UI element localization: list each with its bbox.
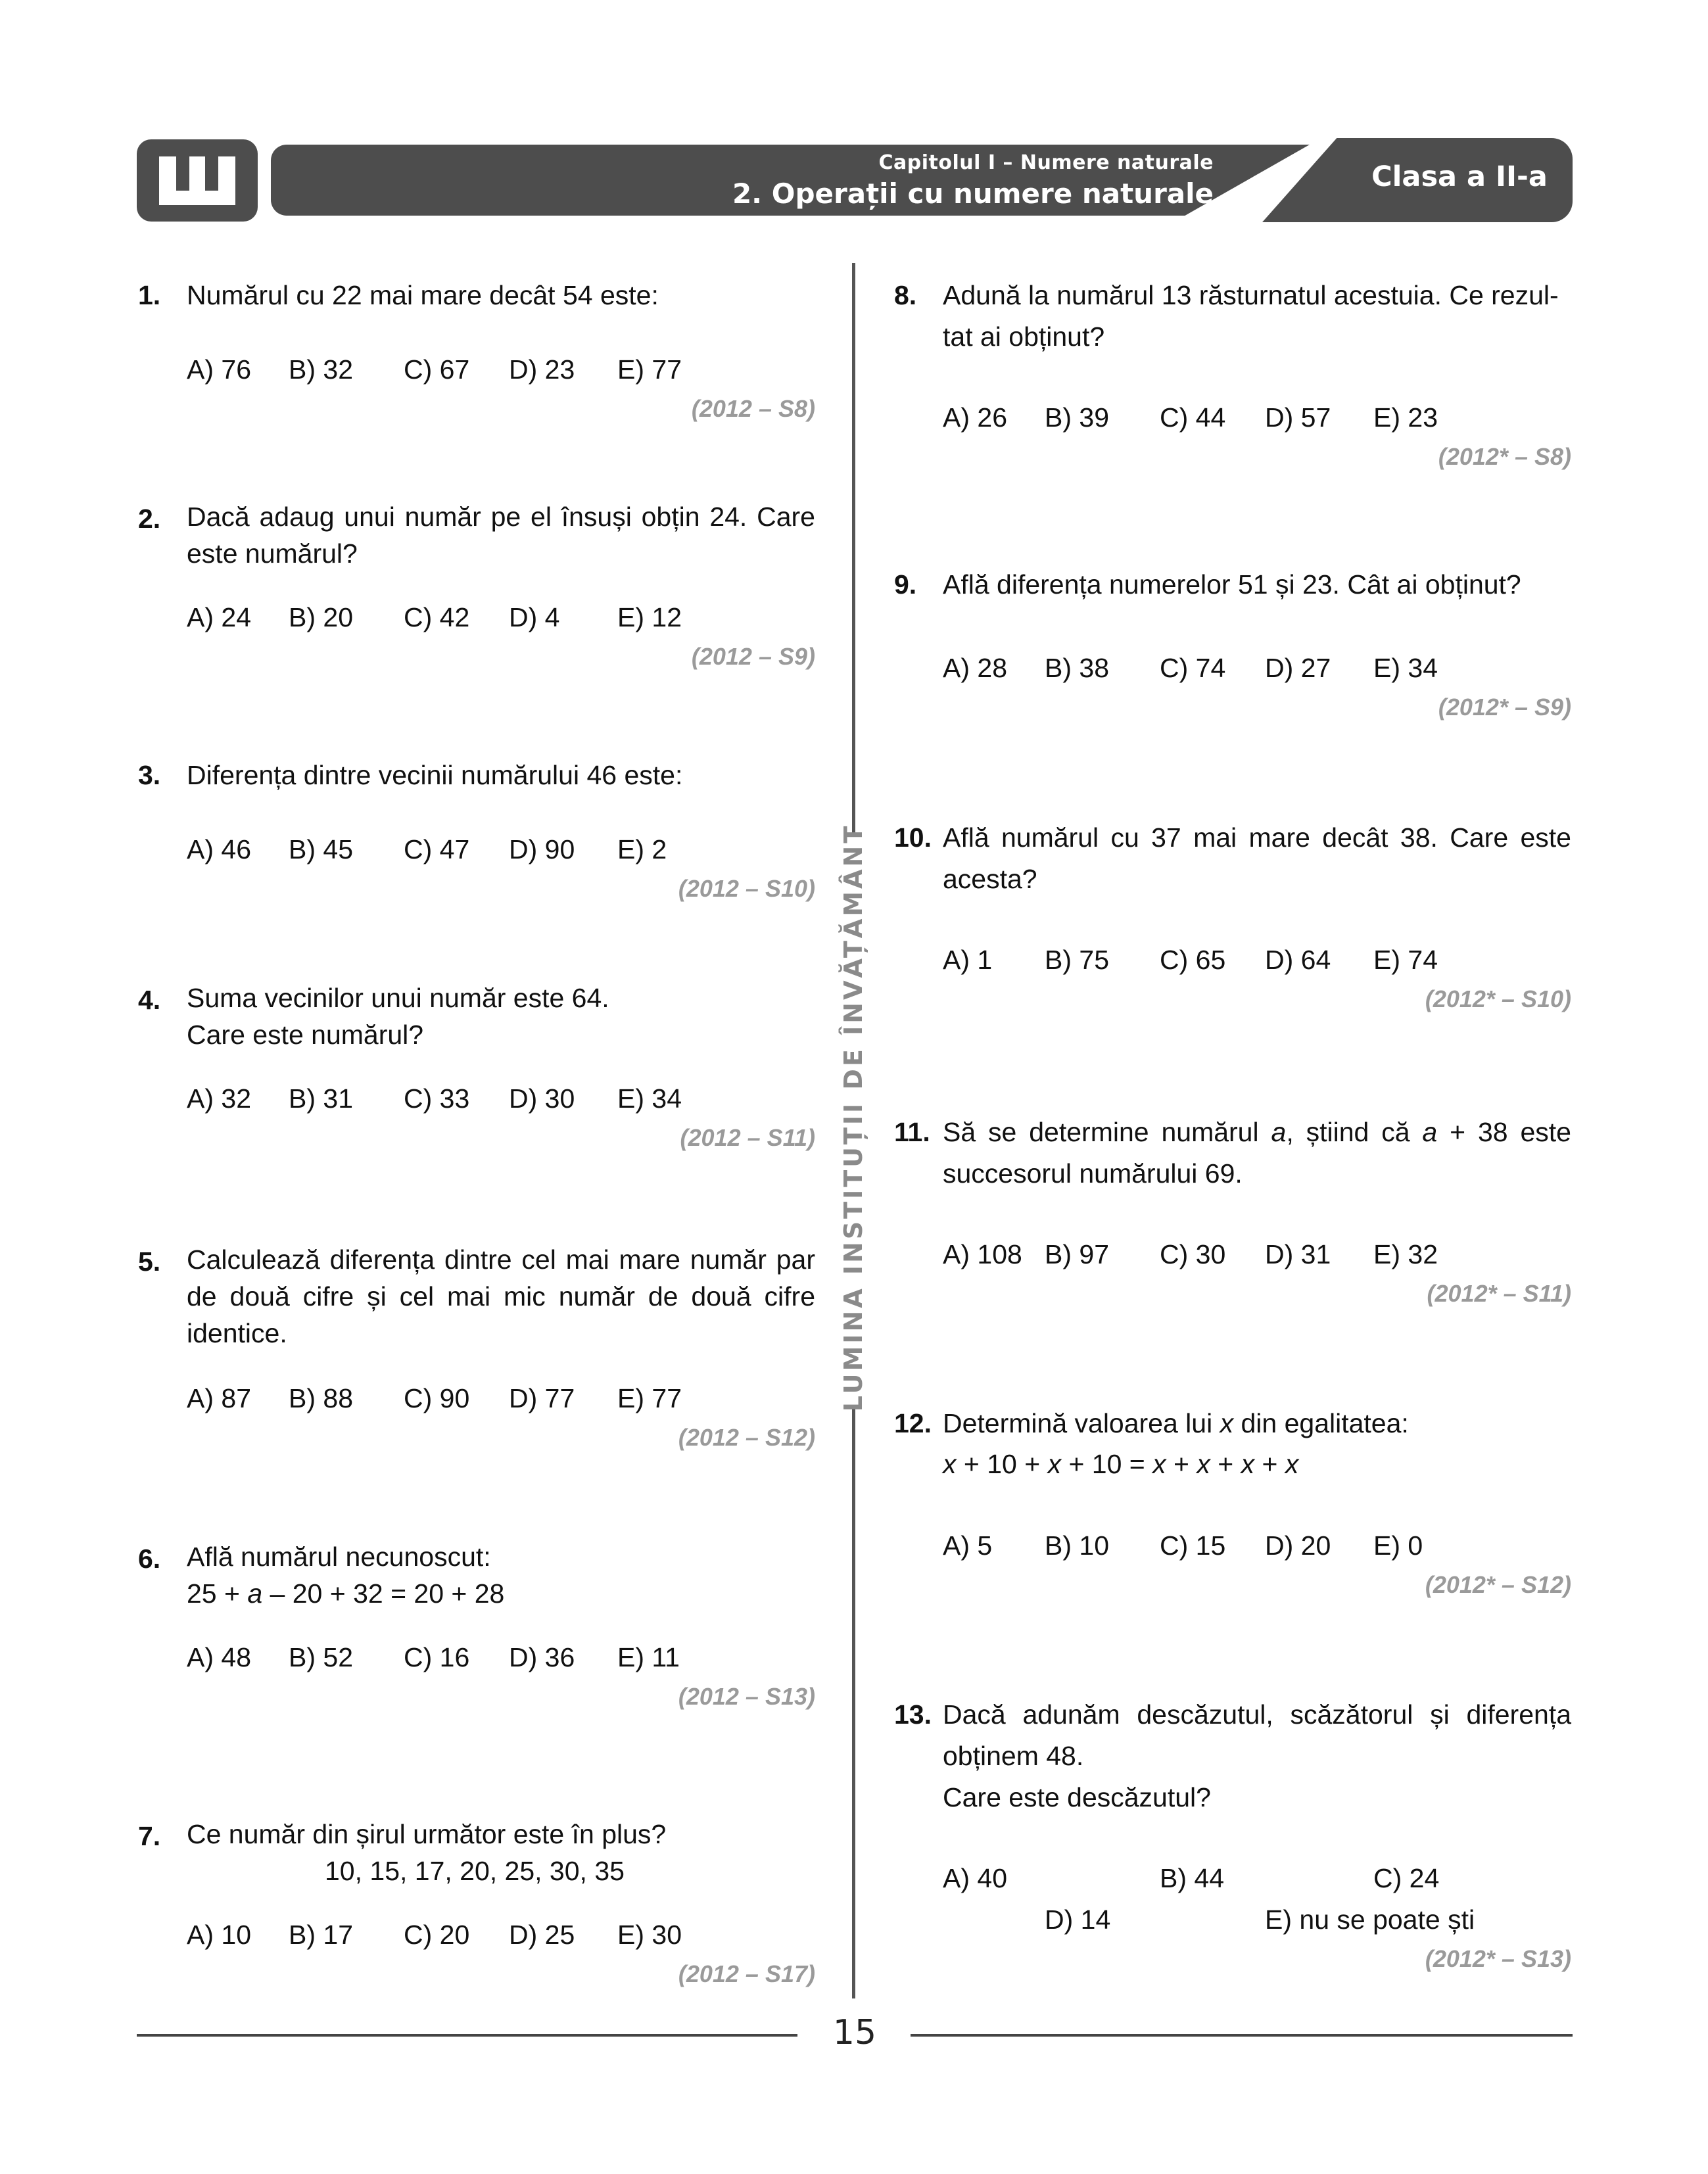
answer-option: A) 76 xyxy=(187,354,251,385)
answer-option: A) 1 xyxy=(943,945,993,975)
problem-text-part: din egalitatea: xyxy=(1233,1408,1409,1438)
problem-text-part: + 38 este succesorul numărului 69. xyxy=(943,1117,1571,1189)
answer-options xyxy=(187,829,815,870)
number-sequence: 10, 15, 17, 20, 25, 30, 35 xyxy=(325,1856,625,1886)
answer-option: B) 97 xyxy=(1045,1239,1109,1269)
problem-number: 9. xyxy=(894,569,917,600)
problem-text xyxy=(187,1241,815,1352)
answer-option: E) 30 xyxy=(617,1920,682,1950)
problem-text-part: Să se determine numărul xyxy=(943,1117,1271,1147)
problem-text xyxy=(187,980,815,1053)
answer-option: D) 57 xyxy=(1265,402,1331,433)
source-reference: (2012 – S12) xyxy=(678,1424,815,1451)
answer-option: E) 2 xyxy=(617,834,667,864)
problem-line: Calculează diferența dintre cel mai mare număr par de două cifre și cel mai mic număr de două cifre identice. xyxy=(187,1244,815,1348)
problem-line: Află diferența numerelor 51 și 23. Cât ai obținut? xyxy=(943,569,1521,600)
equation-part: + 10 + xyxy=(956,1449,1048,1479)
variable: a xyxy=(1271,1117,1287,1147)
problem-text-part: , știind că xyxy=(1286,1117,1423,1147)
problem-line: Dacă adaug unui număr pe el însuși obțin 24. Care este numărul? xyxy=(187,502,815,569)
source-reference: (2012 – S13) xyxy=(678,1683,815,1710)
equation-part: 25 + xyxy=(187,1578,248,1609)
answer-option: E) nu se poate ști xyxy=(1265,1904,1475,1935)
problem-4 xyxy=(138,980,815,1154)
answer-option: C) 42 xyxy=(404,602,470,632)
answer-option: C) 24 xyxy=(1373,1863,1440,1893)
answer-option: D) 20 xyxy=(1265,1530,1331,1561)
equation-part: + xyxy=(1166,1449,1197,1479)
answer-option: C) 65 xyxy=(1160,945,1226,975)
problem-number: 3. xyxy=(138,760,161,790)
problem-text xyxy=(187,1816,815,1889)
footer-rule xyxy=(911,2034,1573,2037)
equation xyxy=(943,1444,1571,1484)
answer-option: A) 32 xyxy=(187,1083,251,1114)
variable: x xyxy=(1152,1449,1166,1479)
problem-line: Care este descăzutul? xyxy=(943,1782,1211,1812)
problem-10 xyxy=(894,817,1571,1015)
problem-line: Suma vecinilor unui număr este 64. xyxy=(187,983,609,1013)
problem-line: Dacă adunăm descăzutul, scăzătorul și diferența obținem 48. xyxy=(943,1699,1571,1771)
answer-option: B) 75 xyxy=(1045,945,1109,975)
equation-part: + xyxy=(1210,1449,1241,1479)
problem-number: 5. xyxy=(138,1246,161,1277)
problem-12 xyxy=(894,1403,1571,1601)
source-reference: (2012* – S8) xyxy=(1438,443,1571,470)
answer-option: E) 34 xyxy=(617,1083,682,1114)
answer-option: D) 25 xyxy=(509,1920,575,1950)
answer-option: C) 67 xyxy=(404,354,470,385)
problem-line: Află numărul cu 37 mai mare decât 38. Care este acesta? xyxy=(943,822,1571,894)
source-reference: (2012* – S10) xyxy=(1425,985,1571,1012)
class-label: Clasa a II-a xyxy=(1371,160,1548,193)
problem-text xyxy=(943,1112,1571,1194)
problem-text xyxy=(943,564,1571,605)
equation-part: + xyxy=(1254,1449,1285,1479)
variable: a xyxy=(247,1578,263,1609)
answer-option: E) 23 xyxy=(1373,402,1438,433)
answer-option: C) 47 xyxy=(404,834,470,864)
variable: x xyxy=(1220,1408,1234,1438)
answer-option: C) 33 xyxy=(404,1083,470,1114)
problem-2 xyxy=(138,498,815,673)
answer-options xyxy=(943,1899,1571,1941)
answer-option: D) 30 xyxy=(509,1083,575,1114)
answer-option: A) 5 xyxy=(943,1530,993,1561)
column-divider xyxy=(852,1407,855,1998)
problem-11 xyxy=(894,1112,1571,1310)
problem-7 xyxy=(138,1816,815,1990)
problem-number: 6. xyxy=(138,1544,161,1574)
answer-option: D) 4 xyxy=(509,602,560,632)
answer-options xyxy=(187,1378,815,1419)
answer-option: A) 26 xyxy=(943,402,1007,433)
problem-number: 1. xyxy=(138,280,161,310)
column-divider xyxy=(852,263,855,835)
variable: x xyxy=(1047,1449,1062,1479)
problem-9 xyxy=(894,564,1571,723)
answer-option: D) 31 xyxy=(1265,1239,1331,1269)
answer-options xyxy=(943,1858,1571,1899)
problem-number: 2. xyxy=(138,504,161,534)
answer-option: A) 108 xyxy=(943,1239,1022,1269)
source-reference: (2012 – S8) xyxy=(691,395,815,422)
variable: x xyxy=(1285,1449,1299,1479)
variable: x xyxy=(1197,1449,1210,1479)
answer-option: C) 30 xyxy=(1160,1239,1226,1269)
answer-options xyxy=(943,648,1571,689)
problem-1 xyxy=(138,275,815,425)
answer-option: A) 46 xyxy=(187,834,251,864)
answer-option: D) 64 xyxy=(1265,945,1331,975)
answer-options xyxy=(943,939,1571,981)
source-reference: (2012 – S11) xyxy=(680,1124,815,1151)
answer-options xyxy=(187,1078,815,1120)
answer-option: B) 32 xyxy=(289,354,353,385)
answer-option: C) 74 xyxy=(1160,653,1226,683)
answer-option: D) 36 xyxy=(509,1642,575,1672)
source-reference: (2012* – S13) xyxy=(1425,1945,1571,1972)
problem-text xyxy=(943,817,1571,900)
source-reference: (2012* – S9) xyxy=(1438,694,1571,721)
problem-text xyxy=(187,498,815,572)
problem-number: 7. xyxy=(138,1821,161,1851)
answer-option: E) 34 xyxy=(1373,653,1438,683)
equation-part: + 10 = xyxy=(1061,1449,1153,1479)
answer-option: D) 27 xyxy=(1265,653,1331,683)
source-reference: (2012* – S11) xyxy=(1427,1280,1571,1307)
answer-option: C) 44 xyxy=(1160,402,1226,433)
answer-option: C) 90 xyxy=(404,1383,470,1413)
equation xyxy=(187,1575,815,1612)
answer-option: E) 74 xyxy=(1373,945,1438,975)
problem-line: Care este numărul? xyxy=(187,1020,424,1050)
problem-number: 4. xyxy=(138,985,161,1015)
answer-option: C) 16 xyxy=(404,1642,470,1672)
answer-option: A) 87 xyxy=(187,1383,251,1413)
sidebar-watermark-text: LUMINA INSTITUȚII DE ÎNVĂȚĂMÂNT xyxy=(839,823,868,1412)
source-reference: (2012 – S17) xyxy=(678,1960,815,1987)
chapter-title: Capitolul I – Numere naturale xyxy=(878,151,1214,174)
answer-option: A) 24 xyxy=(187,602,251,632)
problem-text xyxy=(943,275,1571,358)
answer-option: E) 12 xyxy=(617,602,682,632)
answer-option: C) 15 xyxy=(1160,1530,1226,1561)
answer-option: B) 17 xyxy=(289,1920,353,1950)
answer-option: D) 77 xyxy=(509,1383,575,1413)
page-number: 15 xyxy=(832,2013,877,2052)
answer-option: E) 0 xyxy=(1373,1530,1423,1561)
source-reference: (2012 – S9) xyxy=(691,643,815,670)
problem-number: 10. xyxy=(894,822,932,853)
problem-13 xyxy=(894,1694,1571,1975)
answer-options xyxy=(187,349,815,390)
problem-line: Adună la numărul 13 răsturnatul acestuia. Ce rezul- xyxy=(943,280,1559,310)
answer-option: D) 23 xyxy=(509,354,575,385)
source-reference: (2012 – S10) xyxy=(678,875,815,902)
variable: a xyxy=(1422,1117,1438,1147)
problem-line: Ce număr din șirul următor este în plus? xyxy=(187,1819,667,1849)
answer-option: A) 40 xyxy=(943,1863,1007,1893)
problem-line: Numărul cu 22 mai mare decât 54 este: xyxy=(187,280,659,310)
variable: x xyxy=(1241,1449,1255,1479)
answer-option: B) 88 xyxy=(289,1383,353,1413)
problem-text-part: Determină valoarea lui xyxy=(943,1408,1220,1438)
answer-options xyxy=(943,1234,1571,1275)
answer-option: B) 31 xyxy=(289,1083,353,1114)
answer-option: E) 32 xyxy=(1373,1239,1438,1269)
problem-number: 11. xyxy=(894,1117,930,1147)
problem-text xyxy=(187,275,815,316)
answer-options xyxy=(187,1637,815,1678)
publisher-logo-icon xyxy=(137,139,258,222)
problem-text xyxy=(187,1538,815,1612)
answer-option: B) 45 xyxy=(289,834,353,864)
answer-option: A) 48 xyxy=(187,1642,251,1672)
equation-part: – 20 + 32 = 20 + 28 xyxy=(262,1578,505,1609)
answer-option: B) 10 xyxy=(1045,1530,1109,1561)
problem-number: 12. xyxy=(894,1408,932,1438)
answer-options xyxy=(943,397,1571,438)
problem-line: tat ai obținut? xyxy=(943,321,1105,352)
problem-8 xyxy=(894,275,1571,473)
problem-3 xyxy=(138,755,815,905)
answer-option: C) 20 xyxy=(404,1920,470,1950)
answer-option: B) 44 xyxy=(1160,1863,1224,1893)
problem-6 xyxy=(138,1538,815,1713)
variable: x xyxy=(943,1449,957,1479)
answer-option: E) 77 xyxy=(617,1383,682,1413)
section-title: 2. Operații cu numere naturale xyxy=(732,177,1214,210)
answer-option: B) 39 xyxy=(1045,402,1109,433)
answer-option: D) 90 xyxy=(509,834,575,864)
footer-rule xyxy=(137,2034,797,2037)
answer-options xyxy=(187,1914,815,1956)
problem-line: Diferența dintre vecinii numărului 46 este: xyxy=(187,760,683,790)
answer-option: A) 28 xyxy=(943,653,1007,683)
answer-option: E) 11 xyxy=(617,1642,680,1672)
problem-line: Află numărul necunoscut: xyxy=(187,1542,491,1572)
problem-text xyxy=(943,1403,1571,1484)
answer-options xyxy=(943,1525,1571,1567)
problem-number: 13. xyxy=(894,1699,932,1730)
answer-option: A) 10 xyxy=(187,1920,251,1950)
problem-5 xyxy=(138,1241,815,1453)
answer-option: D) 14 xyxy=(1045,1904,1111,1935)
problem-line xyxy=(943,1403,1571,1444)
problem-text xyxy=(943,1694,1571,1818)
answer-option: E) 77 xyxy=(617,354,682,385)
problem-number: 8. xyxy=(894,280,917,310)
problem-text xyxy=(187,755,815,796)
source-reference: (2012* – S12) xyxy=(1425,1571,1571,1598)
answer-option: B) 52 xyxy=(289,1642,353,1672)
answer-options xyxy=(187,597,815,638)
answer-option: B) 38 xyxy=(1045,653,1109,683)
answer-option: B) 20 xyxy=(289,602,353,632)
